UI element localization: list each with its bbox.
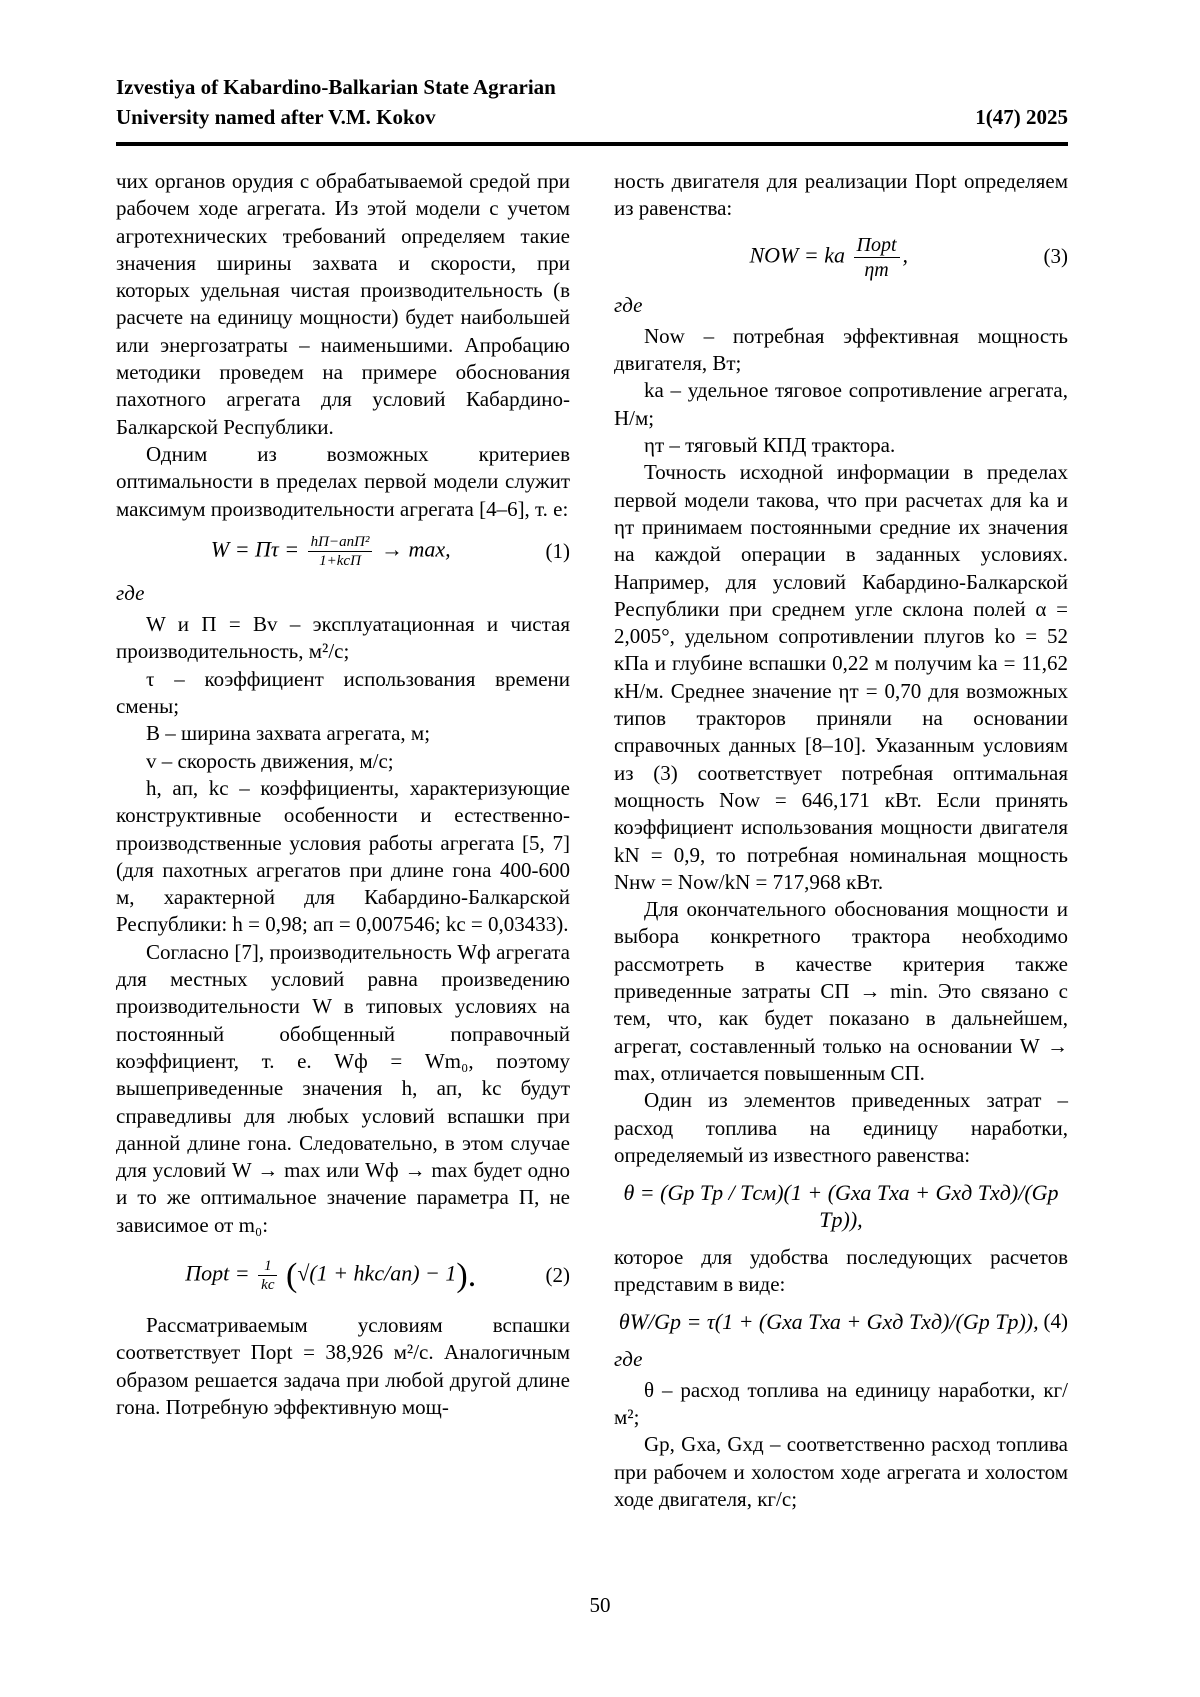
- journal-title-line1: Izvestiya of Kabardino-Balkarian State Agrarian: [116, 72, 1068, 102]
- eq1-numerator: hП−aпП²: [308, 533, 373, 552]
- equation-2: Пopt = 1 kc (√(1 + hkc/aп) − 1). (2): [116, 1257, 570, 1294]
- paragraph: чих органов орудия с обрабатываемой средой при рабочем ходе агрегата. Из этой модели с учетом агротехнических требований определяем такие значения ширины захвата и скорости, при которых удельная чистая производительность (в расчете на единицу мощности) будет наибольшей или энергозатраты – наименьшими. Апробацию методики проведем на примере обоснования пахотного агрегата для условий Кабардино-Балкарской Республики.: [116, 168, 570, 441]
- paragraph: которое для удобства последующих расчетов представим в виде:: [614, 1244, 1068, 1299]
- eq3-numerator: Пopt: [854, 233, 900, 258]
- eq1-rhs: → max,: [381, 536, 451, 561]
- issue-number: 1(47) 2025: [975, 102, 1068, 132]
- eq1-lhs: W = Пτ =: [211, 536, 299, 561]
- eq3-comma: ,: [903, 242, 909, 267]
- where-label: где: [614, 292, 1068, 319]
- eq3-lhs: NOW = ka: [750, 242, 846, 267]
- eq3-number: (3): [1044, 243, 1069, 270]
- eq4-body: θW/Gр = τ(1 + (Gха Tха + Gхд Tхд)/(Gр Tр)),: [614, 1308, 1044, 1335]
- paragraph: Для окончательного обоснования мощности и выбора конкретного трактора необходимо рассмотреть в качестве критерия также приведенные затраты CП → min. Это связано с тем, что, как будет показано в дальнейшем, агрегат, составленный только на основании W → max, отличается повышенным CП.: [614, 896, 1068, 1087]
- paragraph: Один из элементов приведенных затрат – расход топлива на единицу наработки, определяемый из известного равенства:: [614, 1087, 1068, 1169]
- paragraph: Точность исходной информации в пределах первой модели такова, что при расчетах для ka и ηт принимаем постоянными средние их значения на каждой операции в заданных условиях. Например, для условий Кабардино-Балкарской Республики при среднем угле склона полей α = 2,005°, удельном сопротивлении плугов ko = 52 кПа и глубине вспашки 0,22 м получим ka = 11,62 кН/м. Среднее значение ηт = 0,70 для возможных типов тракторов приняли на основании справочных данных [8–10]. Указанным условиям из (3) соответствует потребная оптимальная мощность Now = 646,171 кВт. Если принять коэффициент использования мощности двигателя kN = 0,9, то потребная номинальная мощность Nнw = Now/kN = 717,968 кВт.: [614, 459, 1068, 896]
- eq2-lhs: Пopt =: [185, 1261, 249, 1286]
- eq1-denominator: 1+kcП: [308, 552, 373, 570]
- eq2-frac-denominator: kc: [258, 1276, 277, 1294]
- journal-title-line2: University named after V.M. Kokov: [116, 102, 436, 132]
- running-header: [116, 72, 1068, 132]
- definition-item: θ – расход топлива на единицу наработки, кг/м²;: [614, 1377, 1068, 1432]
- eq2-number: (2): [546, 1262, 571, 1289]
- left-column: [116, 168, 570, 1421]
- equation-theta: [614, 1179, 1068, 1234]
- definition-item: Gр, Gха, Gхд – соответственно расход топлива при рабочем и холостом ходе агрегата и холостом ходе двигателя, кг/с;: [614, 1431, 1068, 1513]
- definition-item: В – ширина захвата агрегата, м;: [116, 720, 570, 747]
- where-label: где: [116, 580, 570, 607]
- paragraph: Согласно [7], производительность Wф агрегата для местных условий равна произведению производительности W в типовых условиях на постоянный обобщенный поправочный коэффициент, т. е. Wф = Wm₀, поэтому вышеприведенные значения h, aп, kc будут справедливы для любых условий вспашки при данной длине гона. Следовательно, в этом случае для условий W → max или Wф → max будет одно и то же оптимальное значение параметра П, не зависимое от m₀:: [116, 939, 570, 1239]
- eq4-number: (4): [1044, 1308, 1069, 1335]
- equation-3: [614, 233, 1068, 282]
- eq2-frac-numerator: 1: [258, 1257, 277, 1276]
- equation-4: [614, 1308, 1068, 1335]
- paragraph: Рассматриваемым условиям вспашки соответствует Пopt = 38,926 м²/с. Аналогичным образом решается задача при любой другой длине гона. Потребную эффективную мощ-: [116, 1312, 570, 1421]
- page-number: 50: [0, 1593, 1200, 1618]
- header-rule: [116, 142, 1068, 146]
- paragraph: ность двигателя для реализации Пopt определяем из равенства:: [614, 168, 1068, 223]
- definition-item: ηт – тяговый КПД трактора.: [614, 432, 1068, 459]
- equation-1: [116, 533, 570, 570]
- definition-item: Now – потребная эффективная мощность двигателя, Вт;: [614, 323, 1068, 378]
- definition-item: τ – коэффициент использования времени смены;: [116, 666, 570, 721]
- definition-item: h, aп, kc – коэффициенты, характеризующие конструктивные особенности и естественно-производственные условия работы агрегата [5, 7] (для пахотных агрегатов при длине гона 400-600 м, характерной для Кабардино-Балкарской Республики: h = 0,98; aп = 0,007546; kc = 0,03433).: [116, 775, 570, 939]
- where-label: где: [614, 1346, 1068, 1373]
- right-column: [614, 168, 1068, 1513]
- eq2-inner: √(1 + hkc/aп) − 1: [297, 1261, 456, 1286]
- definition-item: ka – удельное тяговое сопротивление агрегата, Н/м;: [614, 377, 1068, 432]
- eq3-denominator: ηт: [854, 258, 900, 282]
- eq1-number: (1): [546, 538, 571, 565]
- definition-item: W и П = Bv – эксплуатационная и чистая производительность, м²/с;: [116, 611, 570, 666]
- eq-theta-body: θ = (Gр Tр / Tсм)(1 + (Gха Tха + Gхд Tхд)/(Gр Tр)),: [614, 1179, 1068, 1234]
- paragraph: Одним из возможных критериев оптимальности в пределах первой модели служит максимум производительности агрегата [4–6], т. е:: [116, 441, 570, 523]
- definition-item: v – скорость движения, м/с;: [116, 748, 570, 775]
